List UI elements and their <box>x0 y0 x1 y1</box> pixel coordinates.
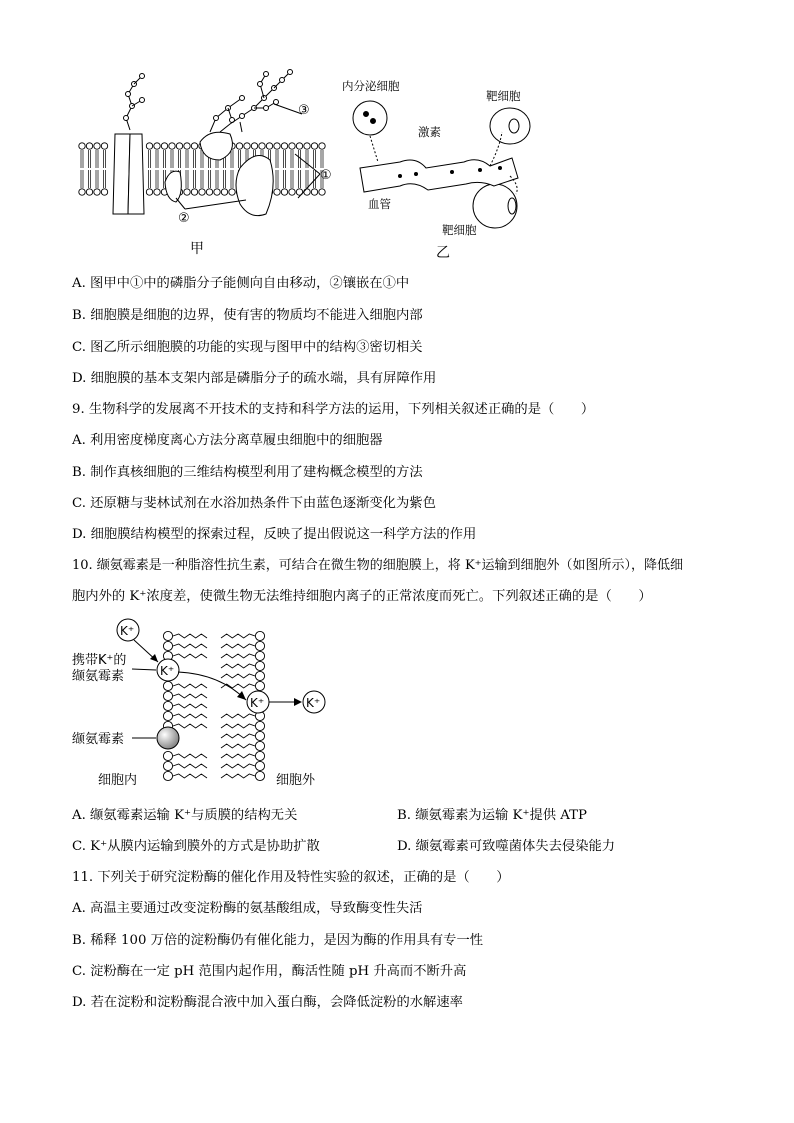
q11-stem: 11. 下列关于研究淀粉酶的催化作用及特性实验的叙述，正确的是（ ） <box>72 870 510 885</box>
membrane-figure-jia <box>70 64 340 259</box>
caption-yi: 乙 <box>436 245 450 261</box>
q10-option-a: A. 缬氨霉素运输 K⁺与质膜的结构无关 <box>72 808 298 823</box>
glycoprotein-chains <box>124 70 293 133</box>
q8-option-a: A. 图甲中①中的磷脂分子能侧向自由移动，②镶嵌在①中 <box>72 276 410 291</box>
label-valinomycin: 缬氨霉素 <box>72 732 125 747</box>
svg-text:K⁺: K⁺ <box>120 624 135 638</box>
q8-option-d: D. 细胞膜的基本支架内部是磷脂分子的疏水端，具有屏障作用 <box>72 371 437 386</box>
q11-option-b: B. 稀释 100 万倍的淀粉酶仍有催化能力，是因为酶的作用具有专一性 <box>72 933 484 948</box>
label-blood-vessel: 血管 <box>368 197 391 211</box>
valinomycin-molecule <box>157 727 179 749</box>
label-inside: 细胞内 <box>98 773 138 788</box>
svg-text:K⁺: K⁺ <box>160 664 175 678</box>
label-carrying-1: 携带K⁺的 <box>72 653 127 668</box>
label-hormone: 激素 <box>418 125 441 139</box>
svg-text:K⁺: K⁺ <box>306 696 321 710</box>
q10-option-d: D. 缬氨霉素可致噬菌体失去侵染能力 <box>397 839 616 854</box>
mark-1: ① <box>320 168 332 183</box>
inner-protein-small <box>165 171 181 202</box>
label-target-cell-bottom: 靶细胞 <box>442 223 477 237</box>
mark-2: ② <box>178 211 190 226</box>
svg-text:K⁺: K⁺ <box>250 696 265 710</box>
label-target-cell-top: 靶细胞 <box>486 89 521 103</box>
q8-option-b: B. 细胞膜是细胞的边界，使有害的物质均不能进入细胞内部 <box>72 308 423 323</box>
q10-option-b: B. 缬氨霉素为运输 K⁺提供 ATP <box>397 808 587 823</box>
q9-option-a: A. 利用密度梯度离心方法分离草履虫细胞中的细胞器 <box>72 433 383 448</box>
q11-option-c: C. 淀粉酶在一定 pH 范围内起作用，酶活性随 pH 升高而不断升高 <box>72 964 467 979</box>
valinomycin-figure <box>70 614 370 794</box>
signaling-figure-yi <box>340 76 540 242</box>
q11-option-d: D. 若在淀粉和淀粉酶混合液中加入蛋白酶，会降低淀粉的水解速率 <box>72 995 463 1010</box>
transmembrane-protein-large <box>236 156 273 216</box>
endocrine-cell <box>353 101 387 135</box>
q9-option-d: D. 细胞膜结构模型的探索过程，反映了提出假说这一科学方法的作用 <box>72 527 477 542</box>
q9-option-c: C. 还原糖与斐林试剂在水浴加热条件下由蓝色逐渐变化为紫色 <box>72 496 436 511</box>
q9-stem: 9. 生物科学的发展离不开技术的支持和科学方法的运用，下列相关叙述正确的是（ ） <box>72 402 595 417</box>
mark-3: ③ <box>298 103 310 118</box>
q11-option-a: A. 高温主要通过改变淀粉酶的氨基酸组成，导致酶变性失活 <box>72 901 423 916</box>
channel-protein <box>113 134 130 214</box>
label-endocrine-cell: 内分泌细胞 <box>342 79 400 93</box>
surface-protein <box>200 132 232 160</box>
q9-option-b: B. 制作真核细胞的三维结构模型利用了建构概念模型的方法 <box>72 465 423 480</box>
q8-option-c: C. 图乙所示细胞膜的功能的实现与图甲中的结构③密切相关 <box>72 340 423 355</box>
q10-stem-line1: 10. 缬氨霉素是一种脂溶性抗生素，可结合在微生物的细胞膜上，将 K⁺运输到细胞外（如图所示），降低细 <box>72 558 684 573</box>
q10-option-c: C. K⁺从膜内运输到膜外的方式是协助扩散 <box>72 839 320 854</box>
q10-stem-line2: 胞内外的 K⁺浓度差，使微生物无法维持细胞内离子的正常浓度而死亡。下列叙述正确的是（ ） <box>72 589 652 604</box>
label-outside: 细胞外 <box>276 773 316 788</box>
caption-jia: 甲 <box>190 241 204 257</box>
membrane-layer-inner <box>163 631 207 780</box>
label-carrying-2: 缬氨霉素 <box>72 669 125 684</box>
